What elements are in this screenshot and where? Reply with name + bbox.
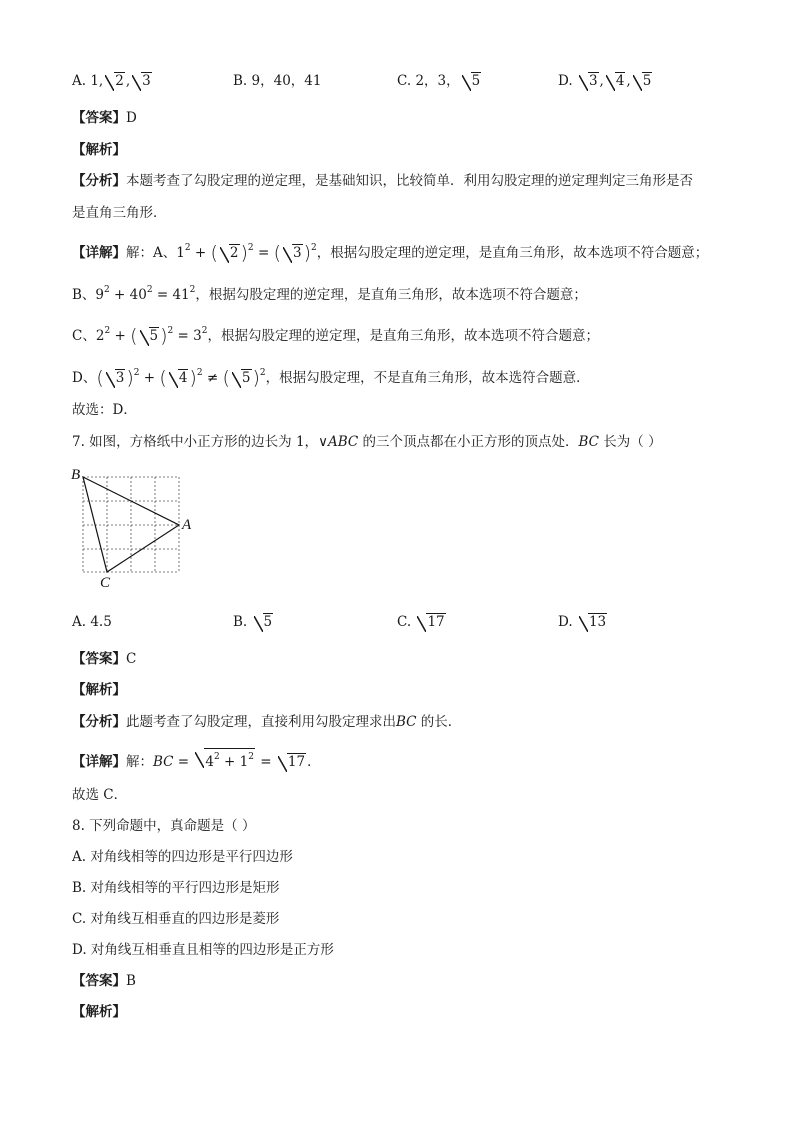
sqrt-symbol: 5: [633, 71, 653, 91]
q8-option-a: A. 对角线相等的四边形是平行四边形: [72, 849, 293, 865]
q7-stem: 7. 如图，方格纸中小正方形的边长为 1，∨ABC 的三个顶点都在小正方形的顶点处．BC 长为（ ）: [72, 434, 662, 450]
q8-answer: 【答案】B: [72, 973, 136, 989]
q6-option-d: D. 3 , 4 , 5: [558, 73, 652, 89]
q7-analysis-heading: 【解析】: [72, 682, 126, 698]
q7-detail: 【详解】解：BC = $4^2 + 1^2 = 17$ ．: [72, 748, 321, 772]
q8-option-b: B. 对角线相等的平行四边形是矩形: [72, 880, 280, 896]
sqrt-symbol: $4^2 + 1^2$: [195, 748, 255, 772]
q7-option-b: B. 5: [233, 614, 273, 630]
formula-d: ( 3 )$^2$ + ( 4 )$^2$ ≠ ( 5 )$^2$: [96, 367, 266, 389]
q7-option-c: C. 17: [397, 614, 445, 630]
q6-detail-d: D、( 3 )$^2$ + ( 4 )$^2$ ≠ ( 5 )$^2$，根据勾股定理，不是直角三角形，故本选符合题意．: [72, 367, 590, 389]
sqrt-symbol: 5: [462, 71, 482, 91]
q6-fenxi-line2: 是直角三角形．: [72, 205, 167, 221]
label-b: B: [71, 467, 81, 483]
grid-lines: [83, 477, 179, 572]
sqrt-symbol: 2: [105, 71, 125, 91]
q7-conclusion: 故选 C．: [72, 787, 128, 803]
q8-option-d: D. 对角线互相垂直且相等的四边形是正方形: [72, 942, 334, 958]
label-a: A: [182, 517, 192, 533]
sqrt-symbol: 17: [417, 612, 445, 632]
q7-option-a: A. 4.5: [72, 614, 112, 630]
q8-stem: 8. 下列命题中，真命题是（ ）: [72, 818, 256, 834]
sqrt-symbol: 3: [579, 71, 599, 91]
q7-fenxi: 【分析】此题考查了勾股定理，直接利用勾股定理求出BC 的长．: [72, 714, 462, 730]
grid-figure: [66, 462, 206, 596]
sqrt-symbol: 5: [254, 612, 274, 632]
q6-detail-c: C、$2^2$ + ( 5 )$^2 = 3^2$，根据勾股定理的逆定理，是直角三角形，故本选项不符合题意；: [72, 325, 599, 347]
q6-detail-b: B、$9^2 + 40^2 = 41^2$，根据勾股定理的逆定理，是直角三角形，故本选项不符合题意；: [72, 285, 587, 303]
sqrt-symbol: 13: [579, 612, 607, 632]
q6-conclusion: 故选：D．: [72, 402, 137, 418]
q6-detail-a: 【详解】解：A、$1^2$ + ( 2 )$^2$ = ( 3 )$^2$，根据勾股定理的逆定理，是直角三角形，故本选项不符合题意；: [72, 242, 709, 264]
q8-analysis-heading: 【解析】: [72, 1004, 126, 1020]
q6-analysis-heading: 【解析】: [72, 142, 126, 158]
formula-c: $2^2$ + ( 5 )$^2 = 3^2$: [95, 325, 208, 347]
q6-fenxi-line1: 【分析】本题考查了勾股定理的逆定理，是基础知识，比较简单．利用勾股定理的逆定理判定三角形是否: [72, 173, 693, 189]
q7-answer: 【答案】C: [72, 651, 137, 667]
q6-answer: 【答案】D: [72, 110, 137, 126]
sqrt-symbol: 17: [278, 752, 306, 772]
q6-option-b: B. 9，40，41: [233, 73, 322, 89]
q7-option-d: D. 13: [558, 614, 607, 630]
formula-a: $1^2$ + ( 2 )$^2$ = ( 3 )$^2$: [176, 242, 317, 264]
sqrt-symbol: 3: [132, 71, 152, 91]
q6-option-c: C. 2，3， 5: [397, 73, 481, 89]
q6-option-a: A. 1, 2 , 3: [72, 73, 151, 89]
formula-b: $9^2 + 40^2 = 41^2$: [95, 285, 196, 303]
sqrt-symbol: 4: [606, 71, 626, 91]
label-c: C: [100, 575, 111, 591]
q8-option-c: C. 对角线互相垂直的四边形是菱形: [72, 911, 280, 927]
